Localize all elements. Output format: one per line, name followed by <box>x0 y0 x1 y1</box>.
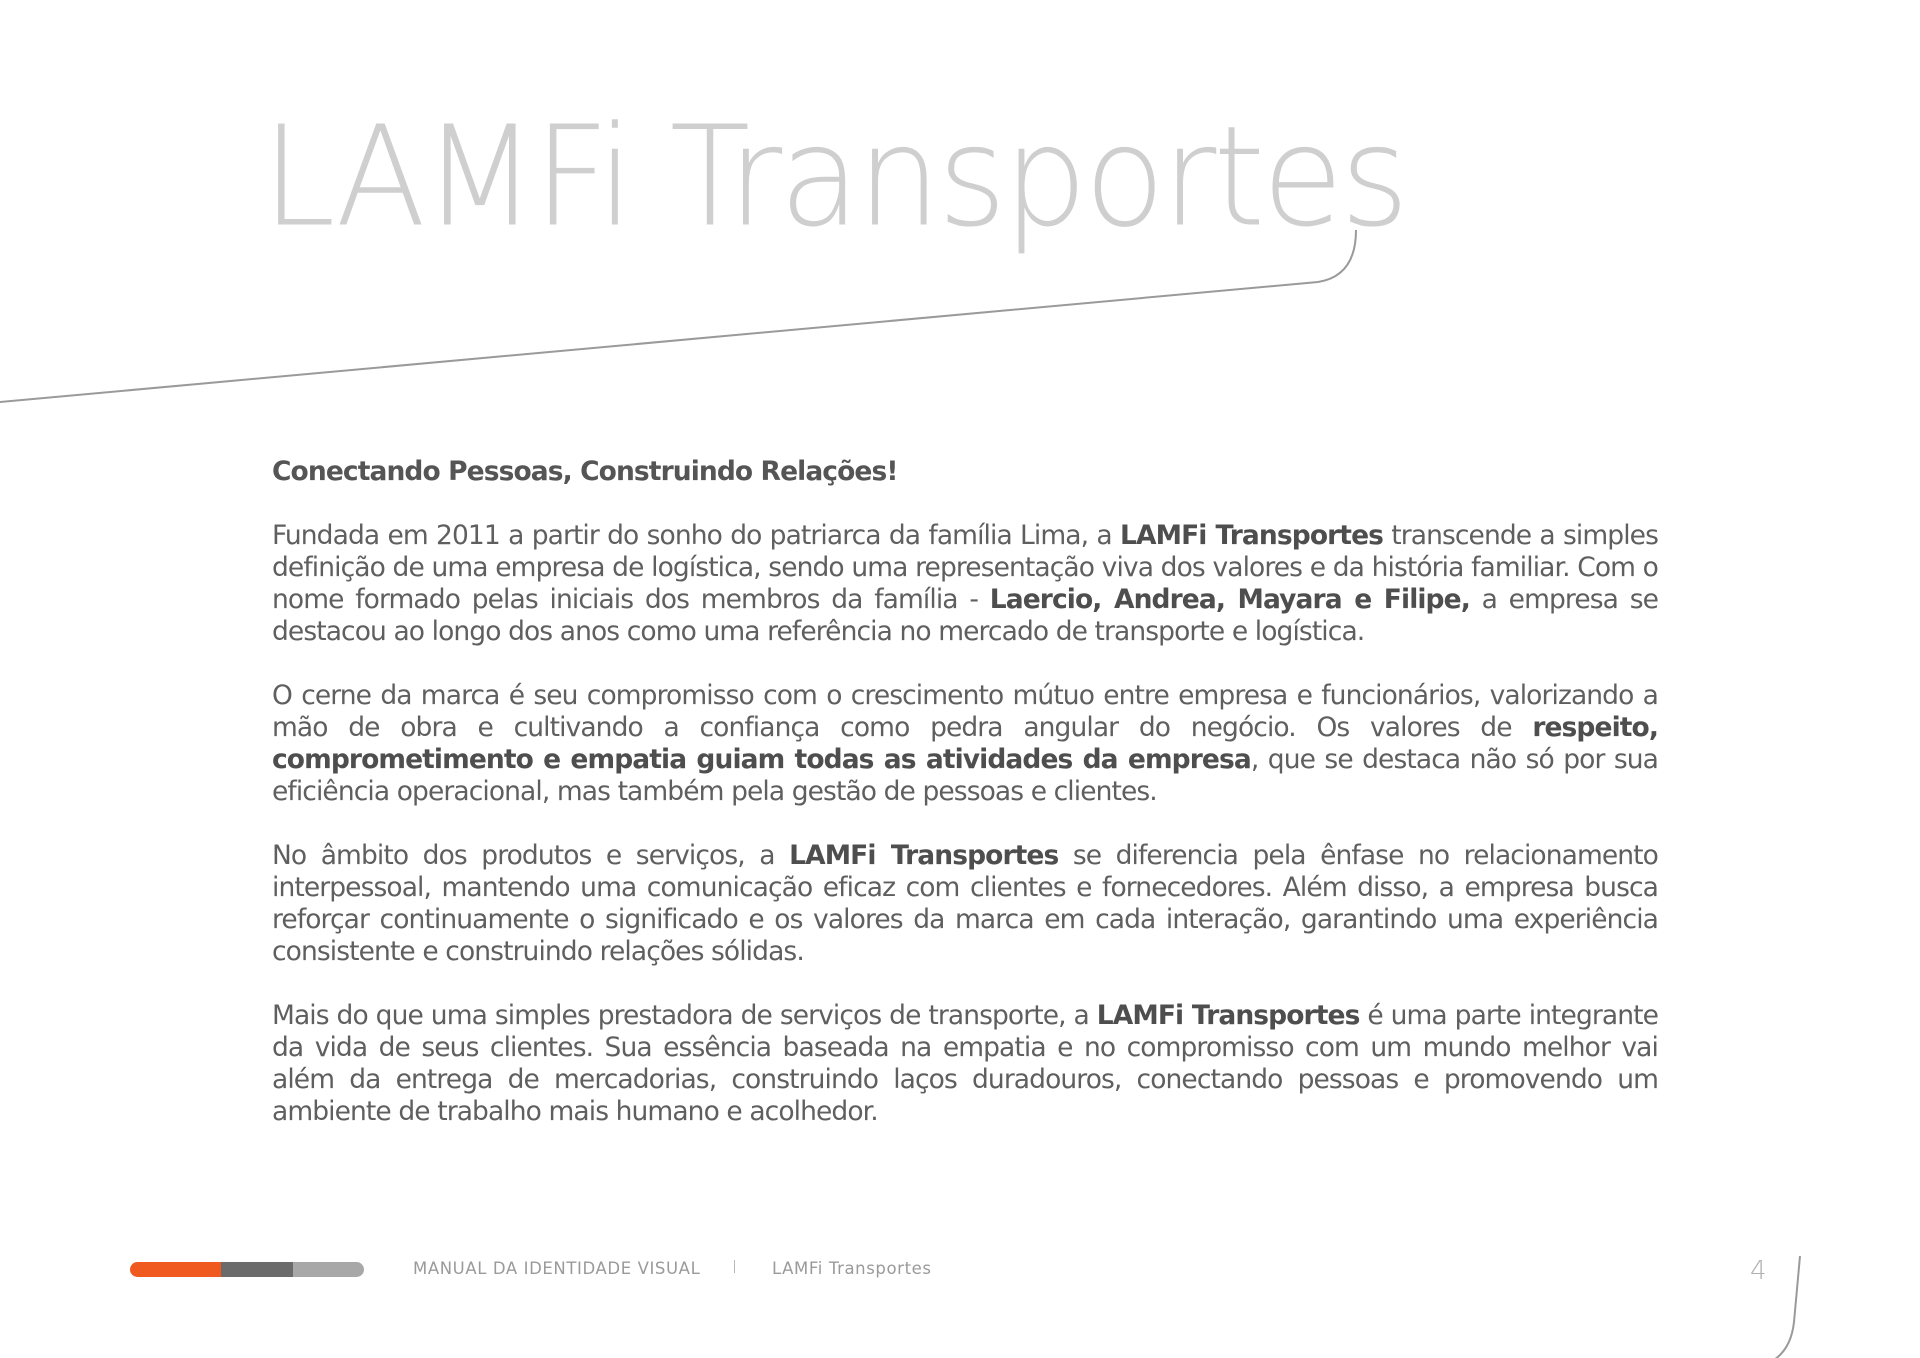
footer-separator <box>734 1260 735 1273</box>
paragraph-2 <box>272 680 1658 808</box>
page-number: 4 <box>1750 1256 1767 1286</box>
section-heading: Conectando Pessoas, Construindo Relações! <box>272 456 898 487</box>
footer-bar-lightgray <box>293 1262 364 1277</box>
p2-text-2: , que se destaca não só por sua eficiência operacional, mas também pela gestão de pessoas e clientes. <box>272 744 1658 807</box>
p3-text-2: se diferencia pela ênfase no relacionamento interpessoal, mantendo uma comunicação eficaz com clientes e fornecedores. Além disso, a empresa busca reforçar continuamente o significado e os valores da marca em cada interação, garantindo uma experiência consistente e construindo relações sólidas. <box>272 840 1658 967</box>
p2-text-1: O cerne da marca é seu compromisso com o crescimento mútuo entre empresa e funcionários, valorizando a mão de obra e cultivando a confiança como pedra angular do negócio. Os valores de <box>272 680 1658 743</box>
p1-text-1: Fundada em 2011 a partir do sonho do patriarca da família Lima, a <box>272 520 1120 551</box>
p3-text-1: No âmbito dos produtos e serviços, a <box>272 840 790 871</box>
p1-text-3: a empresa se destacou ao longo dos anos como uma referência no mercado de transporte e logística. <box>272 584 1658 647</box>
p2-bold-1: respeito, comprometimento e empatia guiam todas as atividades da empresa <box>272 712 1658 775</box>
page-title: LAMFi Transportes <box>262 96 1407 259</box>
p3-bold-1: LAMFi Transportes <box>789 840 1059 871</box>
p4-text-2: é uma parte integrante da vida de seus clientes. Sua essência baseada na empatia e no compromisso com um mundo melhor vai além da entrega de mercadorias, construindo laços duradouros, conectando pessoas e promovendo um ambiente de trabalho mais humano e acolhedor. <box>272 1000 1658 1127</box>
p1-bold-1: LAMFi Transportes <box>1120 520 1384 551</box>
footer-color-bar <box>130 1262 364 1277</box>
paragraph-1 <box>272 520 1658 648</box>
footer-manual-label: MANUAL DA IDENTIDADE VISUAL <box>413 1259 701 1278</box>
p1-text-2: transcende a simples definição de uma empresa de logística, sendo uma representação viva dos valores e da história familiar. Com o nome formado pelas iniciais dos membros da família - <box>272 520 1658 615</box>
paragraph-4 <box>272 1000 1658 1128</box>
footer-brand-label: LAMFi Transportes <box>772 1259 932 1278</box>
p4-text-1: Mais do que uma simples prestadora de serviços de transporte, a <box>272 1000 1097 1031</box>
paragraph-3 <box>272 840 1658 968</box>
footer-bar-darkgray <box>221 1262 293 1277</box>
p4-bold-1: LAMFi Transportes <box>1096 1000 1360 1031</box>
p1-bold-2: Laercio, Andrea, Mayara e Filipe, <box>989 584 1470 615</box>
footer-bar-orange <box>130 1262 221 1277</box>
body-content <box>272 456 1658 1160</box>
